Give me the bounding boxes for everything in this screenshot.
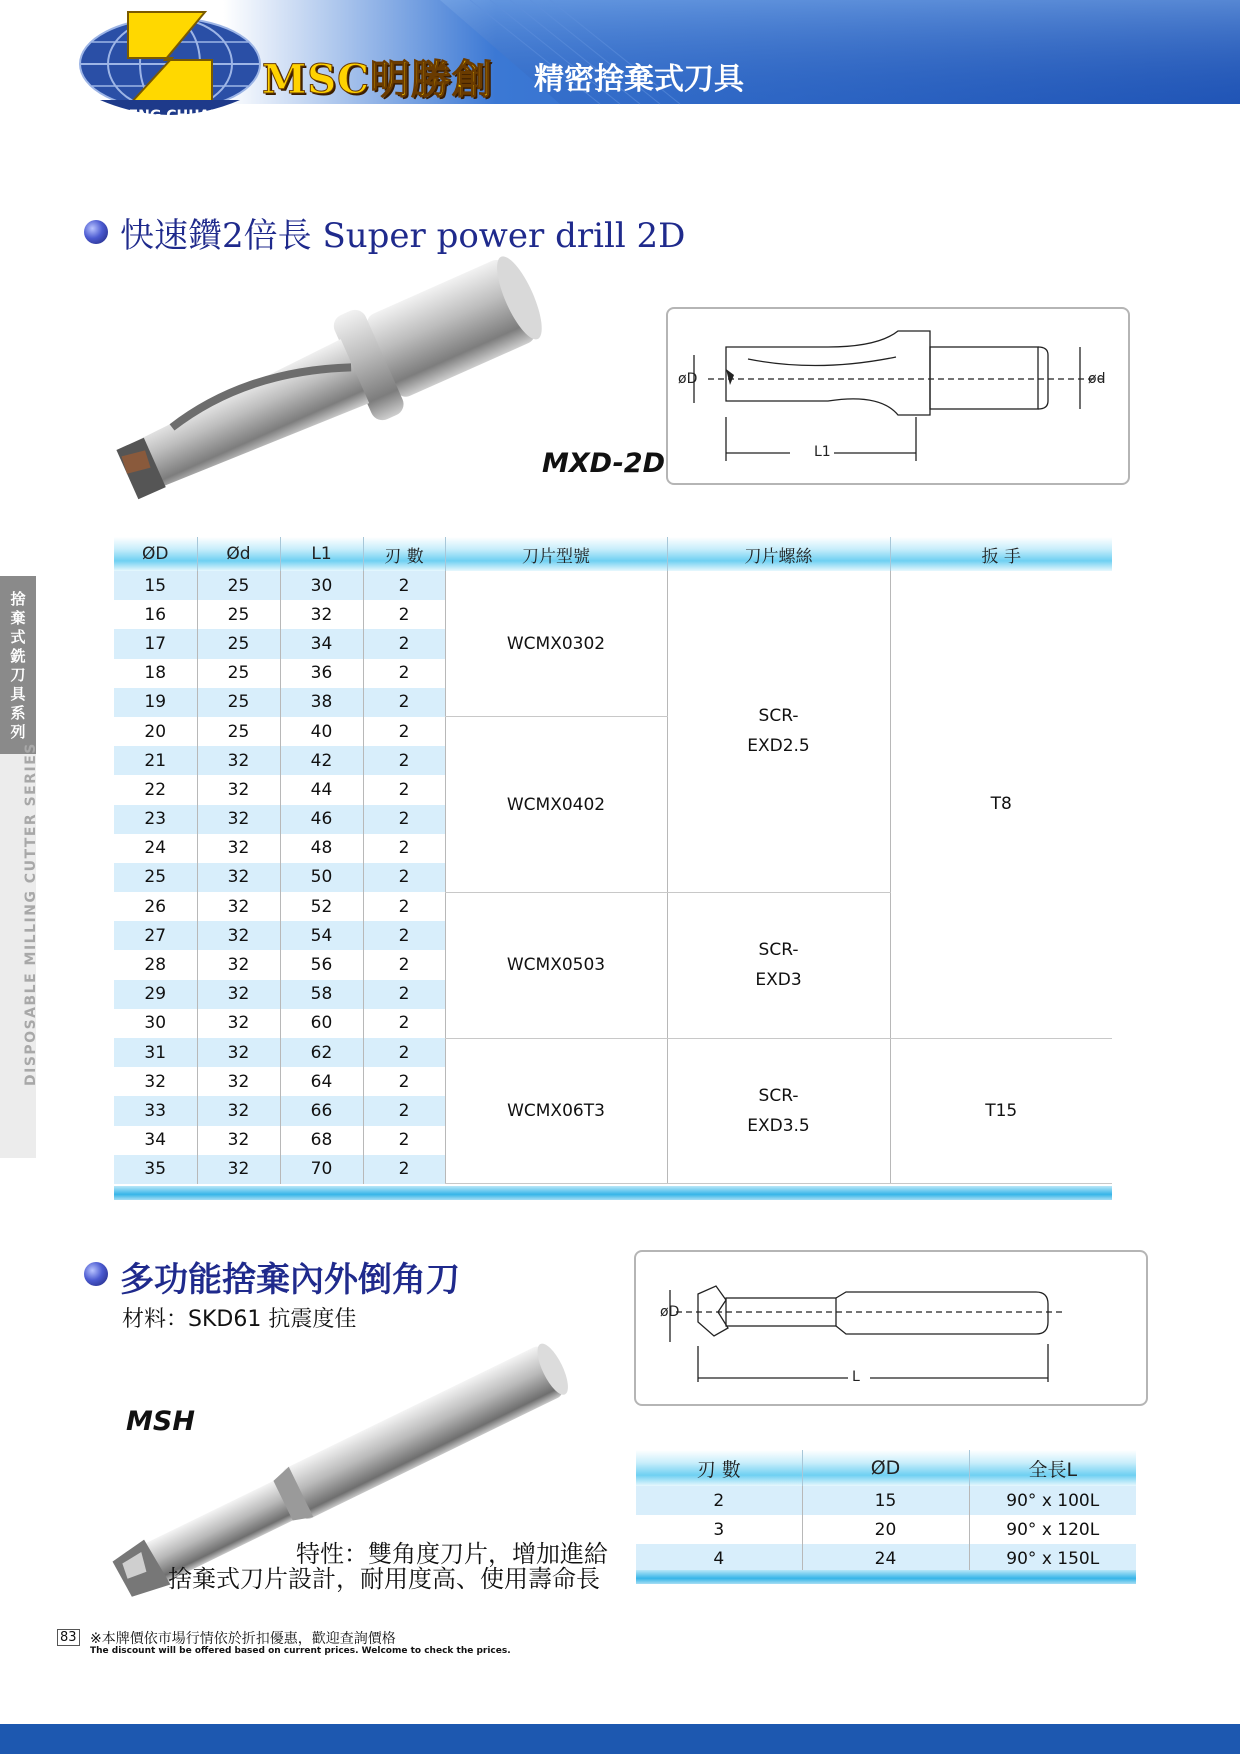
table-header-row xyxy=(636,1450,1136,1486)
table-cell: 32 xyxy=(197,746,280,775)
table-cell: 2 xyxy=(363,775,445,804)
table-cell: 32 xyxy=(114,1067,197,1096)
feature-line-1: 特性：雙角度刀片，增加進給 xyxy=(296,1540,608,1568)
table-cell: 32 xyxy=(197,950,280,979)
section-title-drill: 快速鑽2倍長 Super power drill 2D xyxy=(120,216,686,256)
table-cell: 2 xyxy=(363,805,445,834)
table-cell: 17 xyxy=(114,629,197,658)
table-cell: 32 xyxy=(197,863,280,892)
drill-dimension-diagram xyxy=(666,307,1130,485)
insert-model-cell: WCMX06T3 xyxy=(445,1038,667,1184)
insert-screw-cell: SCR- EXD3 xyxy=(667,892,890,1038)
table-cell: 30 xyxy=(114,1009,197,1038)
drill-spec-table xyxy=(114,537,1112,1184)
section-title-chamfer: 多功能捨棄內外倒角刀 xyxy=(120,1260,460,1300)
table-cell: 34 xyxy=(114,1126,197,1155)
table-cell: 62 xyxy=(280,1038,363,1067)
table-cell: 2 xyxy=(363,659,445,688)
table-cell: 2 xyxy=(363,921,445,950)
table-cell: 32 xyxy=(197,1038,280,1067)
table-cell: 32 xyxy=(197,1126,280,1155)
diagram-label-od: øD xyxy=(660,1304,680,1320)
table-cell: 2 xyxy=(636,1486,802,1515)
table-cell: 25 xyxy=(114,863,197,892)
table-cell: 25 xyxy=(197,571,280,600)
table-cell: 23 xyxy=(114,805,197,834)
table-cell: 15 xyxy=(802,1486,969,1515)
table-cell: 27 xyxy=(114,921,197,950)
drill-product-image xyxy=(96,268,616,528)
table-cell: 25 xyxy=(197,600,280,629)
table-cell: 44 xyxy=(280,775,363,804)
table-cell: 2 xyxy=(363,600,445,629)
table-cell: 90° x 120L xyxy=(969,1515,1136,1544)
insert-screw-cell: SCR- EXD3.5 xyxy=(667,1038,890,1184)
table-cell: 15 xyxy=(114,571,197,600)
table-cell: 52 xyxy=(280,892,363,921)
diagram-label-length: L xyxy=(852,1369,860,1385)
table-cell: 32 xyxy=(197,805,280,834)
table-bottom-bar xyxy=(114,1186,1112,1200)
table-cell: 68 xyxy=(280,1126,363,1155)
table-cell: 64 xyxy=(280,1067,363,1096)
table-cell: 54 xyxy=(280,921,363,950)
table-cell: 56 xyxy=(280,950,363,979)
drill-model-label: MXD-2D xyxy=(542,448,666,479)
table-cell: 2 xyxy=(363,834,445,863)
table-cell: 70 xyxy=(280,1155,363,1184)
table-cell: 2 xyxy=(363,950,445,979)
table-header-row xyxy=(114,537,1112,571)
table-cell: 2 xyxy=(363,1038,445,1067)
table-bottom-bar xyxy=(636,1570,1136,1584)
table-cell: 2 xyxy=(363,746,445,775)
material-note: 材料：SKD61 抗震度佳 xyxy=(122,1307,357,1332)
insert-model-cell: WCMX0503 xyxy=(445,892,667,1038)
table-cell: 90° x 100L xyxy=(969,1486,1136,1515)
table-cell: 32 xyxy=(197,834,280,863)
footer-bar xyxy=(0,1724,1240,1754)
table-cell: 32 xyxy=(197,892,280,921)
table-cell: 2 xyxy=(363,1096,445,1125)
column-header: ØD xyxy=(114,537,197,571)
table-row xyxy=(636,1486,1136,1515)
column-header: 扳 手 xyxy=(890,537,1112,571)
table-cell: 32 xyxy=(197,1096,280,1125)
table-cell: 32 xyxy=(197,1009,280,1038)
table-cell: 21 xyxy=(114,746,197,775)
diagram-label-od: øD xyxy=(678,371,698,387)
table-cell: 31 xyxy=(114,1038,197,1067)
table-row xyxy=(114,571,1112,600)
table-cell: 2 xyxy=(363,1009,445,1038)
insert-screw-cell: SCR- EXD2.5 xyxy=(667,571,890,892)
table-row xyxy=(636,1544,1136,1573)
table-cell: 25 xyxy=(197,659,280,688)
page-number: 83 xyxy=(57,1629,80,1646)
diagram-label-shank-d: ød xyxy=(1088,371,1106,387)
table-cell: 40 xyxy=(280,717,363,746)
table-cell: 25 xyxy=(197,717,280,746)
chamfer-diagram-drawing xyxy=(636,1252,1146,1404)
table-cell: 32 xyxy=(197,775,280,804)
table-cell: 25 xyxy=(197,629,280,658)
table-cell: 24 xyxy=(114,834,197,863)
diagram-label-l1: L1 xyxy=(814,444,831,460)
table-cell: 60 xyxy=(280,1009,363,1038)
table-cell: 28 xyxy=(114,950,197,979)
table-cell: 58 xyxy=(280,980,363,1009)
table-cell: 4 xyxy=(636,1544,802,1573)
table-cell: 46 xyxy=(280,805,363,834)
table-cell: 50 xyxy=(280,863,363,892)
table-cell: 25 xyxy=(197,688,280,717)
column-header: ØD xyxy=(802,1450,969,1486)
table-cell: 32 xyxy=(280,600,363,629)
table-cell: 16 xyxy=(114,600,197,629)
table-cell: 24 xyxy=(802,1544,969,1573)
column-header: 刀片螺絲 xyxy=(667,537,890,571)
column-header: 刃 數 xyxy=(636,1450,802,1486)
table-row xyxy=(114,1038,1112,1067)
column-header: 刃 數 xyxy=(363,537,445,571)
table-cell: 29 xyxy=(114,980,197,1009)
page-header xyxy=(0,0,1240,124)
table-cell: 2 xyxy=(363,1155,445,1184)
table-cell: 90° x 150L xyxy=(969,1544,1136,1573)
table-cell: 19 xyxy=(114,688,197,717)
wrench-cell: T8 xyxy=(890,571,1112,1038)
chamfer-spec-table xyxy=(636,1450,1136,1573)
table-cell: 36 xyxy=(280,659,363,688)
table-cell: 48 xyxy=(280,834,363,863)
table-cell: 42 xyxy=(280,746,363,775)
table-cell: 30 xyxy=(280,571,363,600)
table-cell: 32 xyxy=(197,1155,280,1184)
table-cell: 20 xyxy=(114,717,197,746)
price-note-english: The discount will be offered based on current prices. Welcome to check the prices. xyxy=(90,1646,511,1656)
table-cell: 20 xyxy=(802,1515,969,1544)
table-cell: 34 xyxy=(280,629,363,658)
table-cell: 2 xyxy=(363,1126,445,1155)
table-cell: 2 xyxy=(363,980,445,1009)
table-cell: 2 xyxy=(363,629,445,658)
table-cell: 22 xyxy=(114,775,197,804)
insert-model-cell: WCMX0302 xyxy=(445,571,667,717)
table-cell: 2 xyxy=(363,1067,445,1096)
brand-tagline: 精密捨棄式刀具 xyxy=(534,62,744,97)
chamfer-dimension-diagram xyxy=(634,1250,1148,1406)
table-cell: 3 xyxy=(636,1515,802,1544)
feature-line-2: 捨棄式刀片設計，耐用度高、使用壽命長 xyxy=(168,1565,600,1593)
table-cell: 2 xyxy=(363,717,445,746)
table-cell: 2 xyxy=(363,892,445,921)
wrench-cell: T15 xyxy=(890,1038,1112,1184)
table-cell: 32 xyxy=(197,921,280,950)
svg-text:SHENG CHUANG: SHENG CHUANG xyxy=(106,108,234,124)
table-cell: 2 xyxy=(363,863,445,892)
side-tab-english-label: DISPOSABLE MILLING CUTTER SERIES xyxy=(23,742,39,1086)
table-cell: 18 xyxy=(114,659,197,688)
table-cell: 38 xyxy=(280,688,363,717)
column-header: L1 xyxy=(280,537,363,571)
table-cell: 32 xyxy=(197,1067,280,1096)
table-cell: 2 xyxy=(363,571,445,600)
brand-name: MSC明勝創 xyxy=(262,56,493,103)
chamfer-model-label: MSH xyxy=(126,1406,195,1437)
side-tab-chinese-label: 捨棄式銑刀具系列 xyxy=(10,590,26,741)
insert-model-cell: WCMX0402 xyxy=(445,717,667,892)
table-row xyxy=(636,1515,1136,1544)
column-header: 全長L xyxy=(969,1450,1136,1486)
table-cell: 35 xyxy=(114,1155,197,1184)
table-cell: 66 xyxy=(280,1096,363,1125)
price-note-chinese: ※本牌價依市場行情依於折扣優惠，歡迎查詢價格 xyxy=(90,1631,396,1647)
table-cell: 32 xyxy=(197,980,280,1009)
section-bullet-icon xyxy=(84,220,108,244)
table-cell: 26 xyxy=(114,892,197,921)
table-cell: 33 xyxy=(114,1096,197,1125)
section-bullet-icon xyxy=(84,1262,108,1286)
column-header: 刀片型號 xyxy=(445,537,667,571)
table-cell: 2 xyxy=(363,688,445,717)
column-header: Ød xyxy=(197,537,280,571)
drill-diagram-drawing xyxy=(668,309,1128,483)
